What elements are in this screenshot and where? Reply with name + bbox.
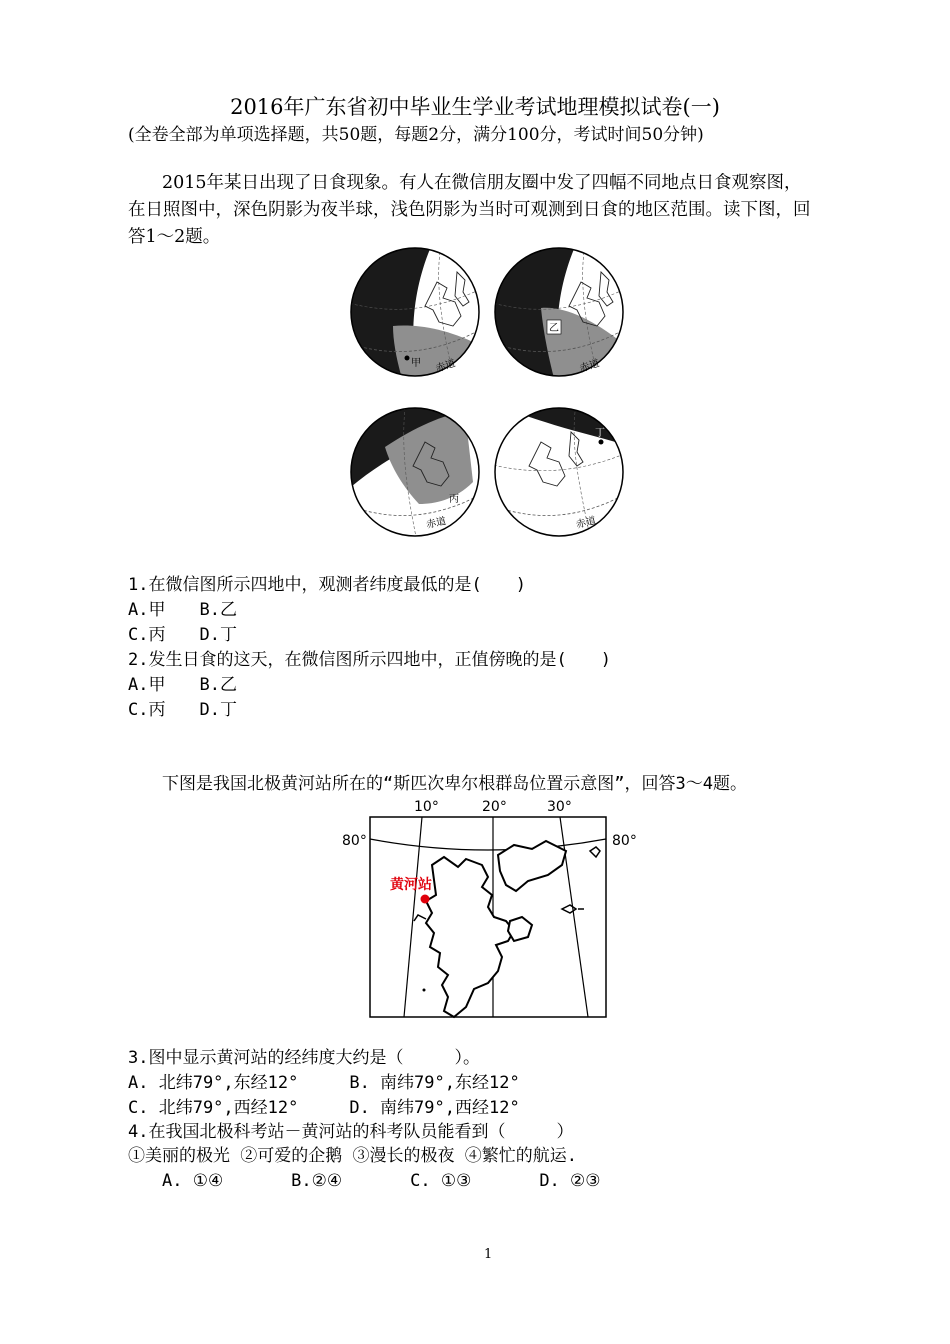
label-bing: 丙 bbox=[449, 494, 459, 505]
equator-label: 赤道 bbox=[578, 358, 601, 375]
question-1-options-cd: C.丙 D.丁 bbox=[128, 625, 237, 645]
question-4-items: ①美丽的极光 ②可爱的企鹅 ③漫长的极夜 ④繁忙的航运. bbox=[128, 1146, 577, 1166]
label-ding: 丁 bbox=[595, 428, 605, 439]
globe-jia bbox=[345, 242, 485, 382]
equator-label: 赤道 bbox=[575, 515, 598, 531]
globe-bing bbox=[345, 402, 485, 542]
question-2-options-ab: A.甲 B.乙 bbox=[128, 675, 237, 695]
section2-intro: 下图是我国北极黄河站所在的“斯匹次卑尔根群岛位置示意图”，回答3～4题。 bbox=[162, 774, 747, 794]
lon-label-10: 10° bbox=[414, 799, 439, 815]
question-1-stem: 1.在微信图所示四地中，观测者纬度最低的是( ) bbox=[128, 575, 526, 595]
intro-line-3: 答1～2题。 bbox=[128, 227, 221, 247]
label-jia: 甲 bbox=[411, 358, 421, 369]
intro-line-2: 在日照图中，深色阴影为夜半球，浅色阴影为当时可观测到日食的地区范围。读下图，回 bbox=[128, 200, 811, 220]
question-1-options-ab: A.甲 B.乙 bbox=[128, 600, 237, 620]
question-2-options-cd: C.丙 D.丁 bbox=[128, 700, 237, 720]
page-number: 1 bbox=[484, 1247, 493, 1262]
huanghe-station-label: 黄河站 bbox=[390, 877, 432, 893]
lon-label-20: 20° bbox=[482, 799, 507, 815]
equator-label: 赤道 bbox=[434, 358, 457, 375]
question-3-options-ab: A. 北纬79°,东经12° B. 南纬79°,东经12° bbox=[128, 1073, 520, 1093]
huanghe-station-marker bbox=[421, 895, 430, 904]
intro-line-1: 2015年某日出现了日食现象。有人在微信朋友圈中发了四幅不同地点日食观察图， bbox=[162, 173, 802, 193]
lon-label-30: 30° bbox=[547, 799, 572, 815]
section1-intro bbox=[128, 170, 828, 251]
question-2-stem: 2.发生日食的这天，在微信图所示四地中，正值傍晚的是( ) bbox=[128, 650, 611, 670]
page-title: 2016年广东省初中毕业生学业考试地理模拟试卷(一) bbox=[230, 95, 720, 119]
label-yi: 乙 bbox=[549, 323, 559, 334]
exam-instructions: (全卷全部为单项选择题，共50题，每题2分，满分100分，考试时间50分钟) bbox=[128, 125, 704, 145]
question-4-stem: 4.在我国北极科考站－黄河站的科考队员能看到（ ） bbox=[128, 1122, 574, 1142]
question-3-options-cd: C. 北纬79°,西经12° D. 南纬79°,西经12° bbox=[128, 1098, 520, 1118]
lat-label-left: 80° bbox=[342, 833, 367, 849]
question-4-options: A. ①④ B.②④ C. ①③ D. ②③ bbox=[162, 1171, 601, 1191]
question-3-stem: 3.图中显示黄河站的经纬度大约是（ ）。 bbox=[128, 1048, 480, 1068]
svalbard-location-map bbox=[340, 795, 640, 1025]
equator-label: 赤道 bbox=[425, 516, 448, 531]
globe-yi bbox=[485, 242, 635, 382]
globe-ding bbox=[485, 402, 635, 542]
lat-label-right: 80° bbox=[612, 833, 637, 849]
eclipse-globes-figure bbox=[345, 242, 635, 542]
